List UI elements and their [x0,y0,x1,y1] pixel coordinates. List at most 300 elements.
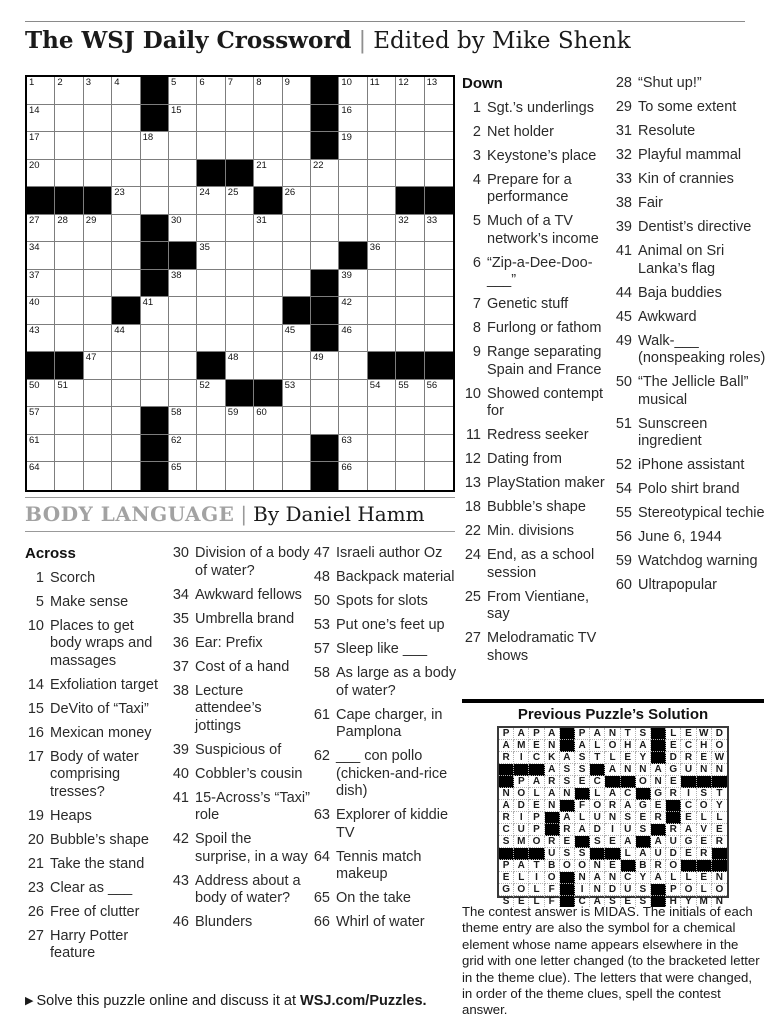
black-cell [226,380,254,408]
clue-number: 33 [615,171,632,187]
clue-text: Sunscreen ingredient [638,415,708,449]
solution-letter: O [532,836,541,847]
white-cell [311,215,339,243]
cell-number: 8 [256,77,262,88]
solution-letter: N [593,860,601,871]
down-clue-9 [462,344,612,379]
solution-letter: S [563,776,571,787]
white-cell [499,860,514,872]
cell-number: 62 [170,434,182,446]
white-cell [636,812,651,824]
white-cell [560,752,575,764]
white-cell [311,380,339,408]
cell-number: 41 [142,297,154,309]
solution-letter: D [593,824,601,835]
white-cell [169,297,197,325]
white-cell [605,884,620,896]
black-cell [681,776,696,788]
black-cell [311,435,339,463]
black-cell [141,242,169,270]
white-cell [311,407,339,435]
solution-letter: L [670,872,677,883]
white-cell [636,764,651,776]
white-cell [169,352,197,380]
white-cell [636,824,651,836]
white-cell [681,812,696,824]
solution-letter: S [624,812,632,823]
white-cell [339,297,367,325]
solution-letter: L [624,848,631,859]
solution-letter: W [714,752,725,763]
white-cell [712,740,727,752]
black-cell [560,884,575,896]
across-clue-10 [25,618,168,671]
clue-number: 25 [464,588,481,605]
cell-number: 61 [29,434,40,446]
white-cell [368,325,396,353]
clue-text: Animal on Sri Lanka’s flag [638,243,725,277]
white-cell [55,407,83,435]
solution-letter: O [563,860,571,871]
white-cell [590,752,605,764]
white-cell [425,215,453,243]
cell-number: 31 [256,214,267,226]
white-cell [254,297,282,325]
solution-letter: N [700,764,708,775]
white-cell [197,77,225,105]
solution-letter: A [593,728,601,739]
white-cell [197,242,225,270]
solution-letter: P [502,860,510,871]
across-clue-47 [311,545,457,563]
solution-letter: A [502,800,510,811]
solution-letter: E [533,740,540,751]
white-cell [697,764,712,776]
clue-text: Suspicious of [195,741,282,758]
clue-text: June 6, 1944 [638,529,722,545]
black-cell [311,270,339,298]
cell-number: 1 [29,77,35,88]
clue-number: 44 [615,284,632,301]
clue-text: Israeli author Oz [336,545,443,561]
white-cell [254,77,282,105]
white-cell [545,728,560,740]
solution-letter: U [517,824,525,835]
black-cell [311,132,339,160]
clue-number: 64 [313,848,330,865]
white-cell [339,325,367,353]
white-cell [112,77,140,105]
white-cell [141,187,169,215]
clue-number: 28 [615,75,632,91]
white-cell [141,160,169,188]
white-cell [84,325,112,353]
white-cell [425,407,453,435]
across-clue-38 [170,683,310,736]
black-cell [560,740,575,752]
white-cell [141,352,169,380]
white-cell [712,752,727,764]
white-cell [55,105,83,133]
cell-number: 53 [284,379,296,391]
black-cell [636,836,651,848]
white-cell [254,462,282,490]
cell-number: 4 [114,77,120,88]
white-cell [666,824,681,836]
white-cell [499,824,514,836]
clue-number: 3 [472,147,481,164]
cell-number: 38 [170,269,182,281]
across-clue-36 [170,635,310,653]
black-cell [169,242,197,270]
solution-letter: N [548,740,556,751]
solution-letter: R [563,824,571,835]
white-cell [651,812,666,824]
down-clue-54 [613,481,768,499]
white-cell [84,215,112,243]
white-cell [368,105,396,133]
white-cell [575,848,590,860]
clue-number: 7 [472,296,481,312]
black-cell [141,462,169,490]
solution-letter: L [533,788,540,799]
clue-text: Cobbler’s cousin [195,765,303,782]
white-cell [529,872,544,884]
cell-number: 11 [369,77,380,88]
white-cell [575,812,590,824]
across-clue-64 [311,849,457,884]
down-clue-18 [462,499,612,517]
top-rule [25,21,745,22]
white-cell [169,462,197,490]
white-cell [529,752,544,764]
black-cell [666,800,681,812]
black-cell [575,836,590,848]
white-cell [425,160,453,188]
white-cell [636,800,651,812]
black-cell [621,860,636,872]
white-cell [368,160,396,188]
white-cell [712,764,727,776]
clue-text: Range separating Spain and France [487,344,602,378]
white-cell [514,776,529,788]
white-cell [283,407,311,435]
white-cell [529,824,544,836]
cell-number: 40 [29,297,40,309]
black-cell [55,352,83,380]
white-cell [112,435,140,463]
black-cell [141,215,169,243]
clue-text: Resolute [638,123,696,139]
solution-letter: A [548,728,556,739]
white-cell [636,872,651,884]
white-cell [545,872,560,884]
solution-letter: V [700,824,708,835]
solution-letter: I [687,788,690,799]
down-clue-4 [462,172,612,207]
white-cell [368,242,396,270]
white-cell [254,132,282,160]
white-cell [197,435,225,463]
white-cell [112,325,140,353]
clue-text: Cape charger, in Pamplona [336,706,443,740]
footer-link[interactable]: WSJ.com/Puzzles. [300,993,427,1009]
solution-letter: R [608,800,617,811]
white-cell [514,740,529,752]
black-cell [396,187,424,215]
white-cell [197,380,225,408]
solution-letter: R [684,752,693,763]
white-cell [226,132,254,160]
solution-letter: N [563,788,571,799]
clue-text: Spots for slots [336,593,428,609]
down-clue-27 [462,630,612,665]
white-cell [27,270,55,298]
white-cell [666,872,681,884]
clue-text: Clear as ___ [50,879,133,896]
white-cell [666,740,681,752]
solution-letter: F [548,896,555,907]
down-clue-51 [613,416,768,451]
white-cell [529,812,544,824]
cell-number: 20 [29,159,40,171]
white-cell [697,836,712,848]
clue-text: Cost of a hand [195,658,290,675]
solution-letter: C [502,824,510,835]
white-cell [575,824,590,836]
down-clue-33 [613,171,768,189]
down-clue-11 [462,427,612,445]
white-cell [396,242,424,270]
white-cell [529,800,544,812]
solution-letter: O [517,884,526,895]
white-cell [681,824,696,836]
black-cell [545,812,560,824]
clue-number: 58 [313,665,330,681]
clue-number: 11 [465,427,481,443]
clue-number: 14 [27,676,44,693]
puzzle-author: By Daniel Hamm [253,502,425,526]
white-cell [529,728,544,740]
white-cell [169,105,197,133]
cell-number: 13 [426,77,438,88]
white-cell [499,788,514,800]
clue-number: 51 [615,415,632,432]
black-cell [226,160,254,188]
clue-text: PlayStation maker [487,475,605,491]
cell-number: 15 [170,104,182,116]
solution-letter: G [684,836,693,847]
solution-letter: S [639,728,647,739]
solution-letter: A [548,788,556,799]
across-clue-58 [311,665,457,700]
white-cell [712,884,727,896]
across-clue-46 [170,914,310,932]
solution-letter: A [608,764,617,775]
clue-number: 56 [615,529,632,545]
white-cell [651,764,666,776]
white-cell [529,860,544,872]
cell-number: 44 [114,324,125,336]
down-clue-12 [462,451,612,469]
white-cell [55,132,83,160]
white-cell [545,740,560,752]
solution-letter: N [715,896,723,907]
clue-text: Polo shirt brand [638,481,740,497]
white-cell [621,788,636,800]
white-cell [112,242,140,270]
white-cell [499,740,514,752]
clue-text: Division of a body of water? [195,545,310,579]
white-cell [621,824,636,836]
white-cell [666,776,681,788]
cell-number: 9 [284,77,290,88]
cell-number: 52 [199,379,210,391]
solution-letter: R [654,812,662,823]
cell-number: 60 [256,407,267,419]
clue-text: DeVito of “Taxi” [50,700,149,717]
cell-number: 65 [170,462,182,474]
white-cell [283,160,311,188]
white-cell [84,380,112,408]
cell-number: 16 [341,104,352,116]
solution-letter: E [685,812,692,823]
white-cell [283,352,311,380]
clue-text: Make sense [50,593,129,610]
clue-number: 6 [472,254,481,271]
cell-number: 43 [29,324,40,336]
masthead [25,27,631,54]
white-cell [339,215,367,243]
down-clue-38 [613,195,768,213]
solution-letter: G [502,884,510,895]
across-clue-48 [311,569,457,587]
white-cell [396,160,424,188]
solution-letter: N [548,800,556,811]
clue-text: Furlong or fathom [487,320,602,336]
solution-letter: E [700,872,708,883]
white-cell [681,728,696,740]
down-clues-col-1 [462,75,612,672]
white-cell [226,215,254,243]
white-cell [55,325,83,353]
black-cell [27,187,55,215]
across-clue-61 [311,707,457,742]
solution-letter: H [624,740,632,751]
clue-text: Ultrapopular [638,577,717,593]
cell-number: 30 [170,214,182,226]
solution-letter: U [593,812,601,823]
clue-text: Body of water comprising tresses? [50,748,139,800]
solution-letter: S [578,764,586,775]
cell-number: 33 [426,214,438,226]
clue-text: Walk-___ (nonspeaking roles) [638,332,766,366]
white-cell [697,848,712,860]
cell-number: 35 [199,242,210,254]
solution-letter: C [684,800,693,811]
across-clue-63 [311,807,457,842]
white-cell [621,812,636,824]
white-cell [254,352,282,380]
white-cell [499,836,514,848]
black-cell [651,752,666,764]
white-cell [605,764,620,776]
white-cell [666,884,681,896]
clue-number: 24 [464,547,481,563]
solution-letter: G [654,788,662,799]
white-cell [651,800,666,812]
cell-number: 6 [199,77,205,88]
white-cell [141,325,169,353]
white-cell [560,848,575,860]
white-cell [84,297,112,325]
white-cell [112,270,140,298]
white-cell [425,270,453,298]
white-cell [590,824,605,836]
white-cell [636,776,651,788]
white-cell [27,105,55,133]
clue-number: 47 [313,545,330,561]
solution-letter: N [608,812,617,823]
white-cell [197,187,225,215]
solution-letter: R [669,788,677,799]
down-clue-3 [462,148,612,166]
clue-number: 36 [172,634,189,651]
white-cell [169,132,197,160]
white-cell [27,407,55,435]
white-cell [254,435,282,463]
white-cell [666,848,681,860]
cell-number: 54 [369,379,381,391]
solution-letter: C [578,896,586,907]
white-cell [636,848,651,860]
white-cell [368,215,396,243]
solution-letter: R [669,824,677,835]
solution-letter: R [700,848,708,859]
white-cell [84,270,112,298]
white-cell [621,752,636,764]
solution-letter: A [639,848,647,859]
black-cell [141,407,169,435]
cell-number: 42 [341,297,352,309]
cell-number: 49 [312,352,324,364]
black-cell [514,764,529,776]
clue-text: Address about a body of water? [195,872,301,906]
down-clue-5 [462,213,612,248]
white-cell [514,788,529,800]
clue-text: Kin of crannies [638,171,734,187]
clue-text: Dating from [487,451,562,467]
down-clue-24 [462,547,612,582]
clue-number: 66 [313,914,330,930]
white-cell [311,242,339,270]
white-cell [590,836,605,848]
across-clue-16 [25,725,168,743]
white-cell [254,407,282,435]
down-clue-13 [462,475,612,493]
solution-letter: I [519,752,523,763]
across-clue-19 [25,808,168,826]
white-cell [605,812,620,824]
white-cell [368,270,396,298]
byline-separator: | [240,502,248,526]
white-cell [27,325,55,353]
white-cell [590,860,605,872]
white-cell [590,812,605,824]
clue-number: 23 [27,879,44,896]
solution-letter: A [578,824,586,835]
white-cell [575,764,590,776]
